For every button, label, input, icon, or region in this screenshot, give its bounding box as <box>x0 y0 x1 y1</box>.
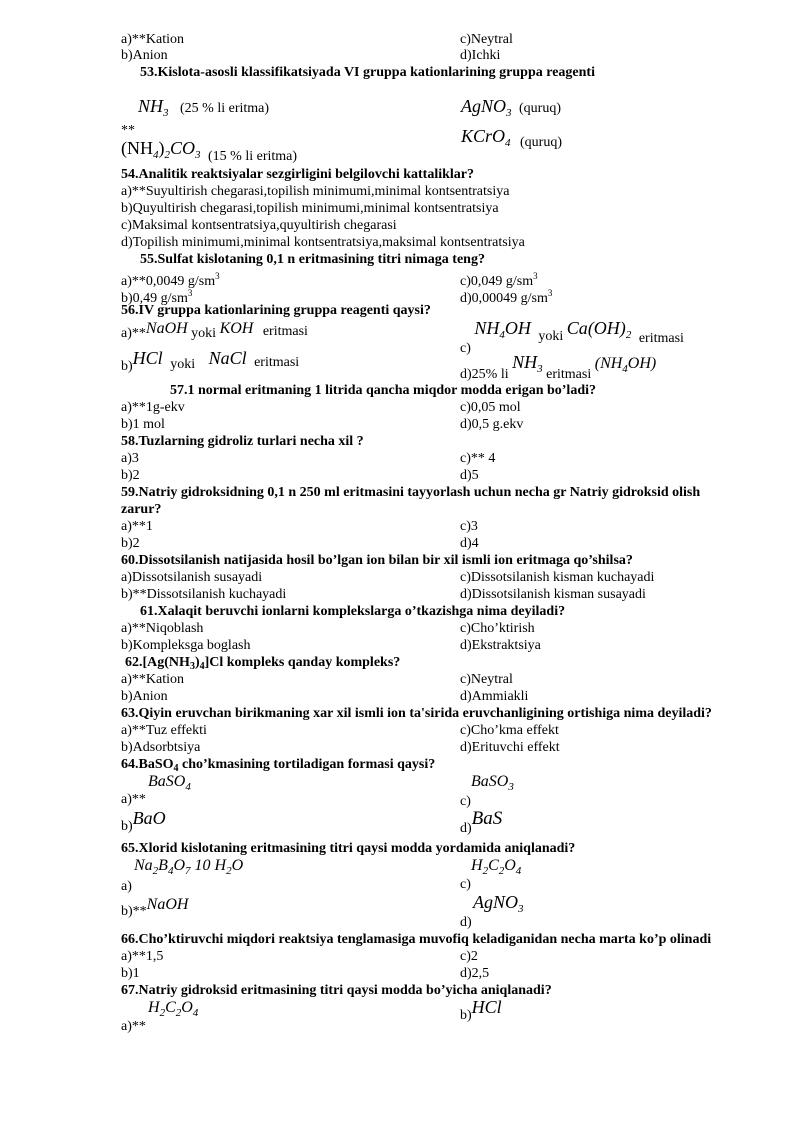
q64-option-a-label: a)** <box>121 792 146 807</box>
formula-hcl-b: HCl <box>471 997 502 1017</box>
formula-baso3: BaSO$_3$ <box>471 773 514 793</box>
q56-option-d: d)25% li $NH_3$ eritmasi $(NH_4OH)$ <box>460 352 657 382</box>
formula-naoh-b: NaOH <box>146 896 189 913</box>
q62-option-b: b)Anion <box>121 689 168 704</box>
q60-option-b: b)**Dissotsilanish kuchayadi <box>121 587 287 602</box>
q64-title: 64.BaSO$_4$ cho’kmasining tortiladigan formasi qaysi? <box>121 757 436 774</box>
q61-option-d: d)Ekstraktsiya <box>460 638 541 653</box>
q62-option-a: a)**Kation <box>121 672 184 687</box>
q53-option-a-formula: $NH_3$ (25 % li eritma) <box>138 96 270 119</box>
formula-nh3-b: $NH_3$ <box>512 352 543 375</box>
q60-option-a: a)Dissotsilanish susayadi <box>121 570 263 585</box>
q57-option-a: a)**1g-ekv <box>121 400 185 415</box>
formula-agno3-b: AgNO$_3$ <box>473 892 524 915</box>
q52-option-b: b)Anion <box>121 48 168 63</box>
formula-nh4-2co3: $(NH_4)_2CO_3$ <box>121 138 201 161</box>
q64-option-c-label: c) <box>460 794 471 809</box>
q56-option-b: b)HCl yoki NaCl eritmasi <box>121 348 300 374</box>
q63-option-d: d)Erituvchi effekt <box>460 740 560 755</box>
q57-option-c: c)0,05 mol <box>460 400 521 415</box>
q59-option-a: a)**1 <box>121 519 153 534</box>
q55-title: 55.Sulfat kislotaning 0,1 n eritmasining titri nimaga teng? <box>140 252 485 267</box>
q53-option-c-formula: AgNO$_3$ (quruq) <box>461 96 561 119</box>
formula-borax: $Na_2B_4O_7$ 10 $H_2O$ <box>134 857 244 877</box>
q60-title: 60.Dissotsilanish natijasida hosil bo’lgan ion bilan bir xil ismli ion eritmaga qo’shilsa? <box>121 553 633 568</box>
q66-option-c: c)2 <box>460 949 478 964</box>
q65-option-c-formula <box>471 857 521 880</box>
q56-option-a: a)**NaOH yoki KOH eritmasi <box>121 320 308 341</box>
formula-nh4oh: $NH_4OH$ <box>474 318 531 341</box>
q67-title: 67.Natriy gidroksid eritmasining titri qaysi modda bo’yicha aniqlanadi? <box>121 983 552 998</box>
q53-title: 53.Kislota-asosli klassifikatsiyada VI gruppa kationlarining gruppa reagenti <box>140 65 595 80</box>
q56-title: 56.IV gruppa kationlarining gruppa reagenti qaysi? <box>121 303 431 318</box>
q64-option-d: d)BaS <box>460 808 503 836</box>
q58-option-c: c)** 4 <box>460 451 496 466</box>
q62-option-d: d)Ammiakli <box>460 689 529 704</box>
q63-title: 63.Qiyin eruvchan birikmaning xar xil ismli ion ta'sirida eruvchanligining ortishiga nima deyiladi? <box>121 706 712 721</box>
q64-option-c-formula <box>471 773 514 796</box>
q65-option-c-label: c) <box>460 877 471 892</box>
q63-option-a: a)**Tuz effekti <box>121 723 207 738</box>
q55-option-d: d)0,00049 $g/sm^3$ <box>460 288 553 306</box>
q52-option-d: d)Ichki <box>460 48 501 63</box>
q58-option-b: b)2 <box>121 468 140 483</box>
q66-option-a: a)**1,5 <box>121 949 164 964</box>
q61-title: 61.Xalaqit beruvchi ionlarni komplekslarga o’tkazishga nima deyiladi? <box>140 604 566 619</box>
q54-option-a: a)**Suyultirish chegarasi,topilish minimumi,minimal kontsentratsiya <box>121 184 510 199</box>
q65-option-a-formula <box>134 857 243 880</box>
q67-option-a-formula <box>148 999 198 1022</box>
formula-nh3: $NH_3$ <box>138 96 169 119</box>
q65-option-d-formula <box>473 894 524 918</box>
q60-option-c: c)Dissotsilanish kisman kuchayadi <box>460 570 655 585</box>
q64-option-b: b)BaO <box>121 808 166 834</box>
q57-option-d: d)0,5 g.ekv <box>460 417 524 432</box>
q54-option-c: c)Maksimal kontsentratsiya,quyultirish chegarasi <box>121 218 397 233</box>
formula-naoh: NaOH <box>145 320 188 337</box>
q57-title: 57.1 normal eritmaning 1 litrida qancha miqdor modda erigan bo’ladi? <box>170 383 596 398</box>
formula-bas: BaS <box>471 808 503 829</box>
q53-option-d-formula: KCrO$_4$ (quruq) <box>461 126 563 150</box>
q62-option-c: c)Neytral <box>460 672 513 687</box>
formula-hcl: HCl <box>132 348 163 368</box>
q54-title: 54.Analitik reaktsiyalar sezgirligini belgilovchi kattaliklar? <box>121 167 474 182</box>
q59-option-b: b)2 <box>121 536 140 551</box>
q59-title-cont: zarur? <box>121 502 162 517</box>
q59-option-d: d)4 <box>460 536 479 551</box>
q66-option-b: b)1 <box>121 966 140 981</box>
q59-title: 59.Natriy gidroksidning 0,1 n 250 ml eritmasini tayyorlash uchun necha gr Natriy gidroksid olish <box>121 485 701 500</box>
q65-option-b: b)**NaOH <box>121 896 189 919</box>
q52-option-c: c)Neytral <box>460 32 513 47</box>
q60-option-d: d)Dissotsilanish kisman susayadi <box>460 587 646 602</box>
formula-nacl: NaCl <box>208 348 247 368</box>
q54-option-d: d)Topilish minimumi,minimal kontsentratsiya,maksimal kontsentratsiya <box>121 235 525 250</box>
q55-option-a: a)**0,0049 $g/sm^3$ <box>121 271 220 289</box>
q65-title: 65.Xlorid kislotaning eritmasining titri qaysi modda yordamida aniqlanadi? <box>121 841 576 856</box>
q61-option-b: b)Kompleksga boglash <box>121 638 251 653</box>
formula-koh: KOH <box>219 320 254 337</box>
q67-option-b: b)HCl <box>460 997 502 1023</box>
q58-option-a: a)3 <box>121 451 139 466</box>
q59-option-c: c)3 <box>460 519 478 534</box>
q57-option-b: b)1 mol <box>121 417 165 432</box>
q64-option-a-formula <box>148 773 191 796</box>
q63-option-b: b)Adsorbtsiya <box>121 740 201 755</box>
q55-option-c: c)0,049 $g/sm^3$ <box>460 271 538 289</box>
q61-option-c: c)Cho’ktirish <box>460 621 535 636</box>
q56-option-c: c) $NH_4OH$ yoki $Ca(OH)_2$ eritmasi <box>460 318 684 356</box>
q53-option-b-formula: $(NH_4)_2CO_3$ (15 % li eritma) <box>121 138 298 164</box>
q61-option-a: a)**Niqoblash <box>121 621 204 636</box>
q58-option-d: d)5 <box>460 468 479 483</box>
q66-option-d: d)2,5 <box>460 966 490 981</box>
q67-option-a-label: a)** <box>121 1019 146 1034</box>
q66-title: 66.Cho’ktiruvchi miqdori reaktsiya tenglamasiga muvofiq keladiganidan necha marta ko’p olinadi <box>121 932 712 947</box>
q63-option-c: c)Cho’kma effekt <box>460 723 559 738</box>
formula-agno3: AgNO$_3$ <box>461 96 512 119</box>
formula-nh4oh-b: $(NH_4OH)$ <box>594 355 657 375</box>
q65-option-a-label: a) <box>121 879 132 894</box>
q65-option-d-label: d) <box>460 915 472 930</box>
q62-title: $62.[Ag(NH_3)_4]Cl$ kompleks qanday kompleks? <box>125 655 401 672</box>
formula-bao: BaO <box>132 808 166 828</box>
formula-caoh2: $Ca(OH)_2$ <box>566 318 632 341</box>
formula-baso4: BaSO$_4$ <box>148 773 191 793</box>
q54-option-b: b)Quyultirish chegarasi,topilish minimumi,minimal kontsentratsiya <box>121 201 499 216</box>
q58-title: 58.Tuzlarning gidroliz turlari necha xil ? <box>121 434 364 449</box>
q53-option-a-mark: ** <box>121 123 135 138</box>
formula-h2c2o4-b: $H_2C_2O_4$ <box>148 999 199 1019</box>
q55-option-b: b)0,49 $g/sm^3$ <box>121 288 193 306</box>
q52-option-a: a)**Kation <box>121 32 184 47</box>
formula-h2c2o4: $H_2C_2O_4$ <box>471 857 522 877</box>
formula-kcro4: KCrO$_4$ <box>461 126 511 149</box>
